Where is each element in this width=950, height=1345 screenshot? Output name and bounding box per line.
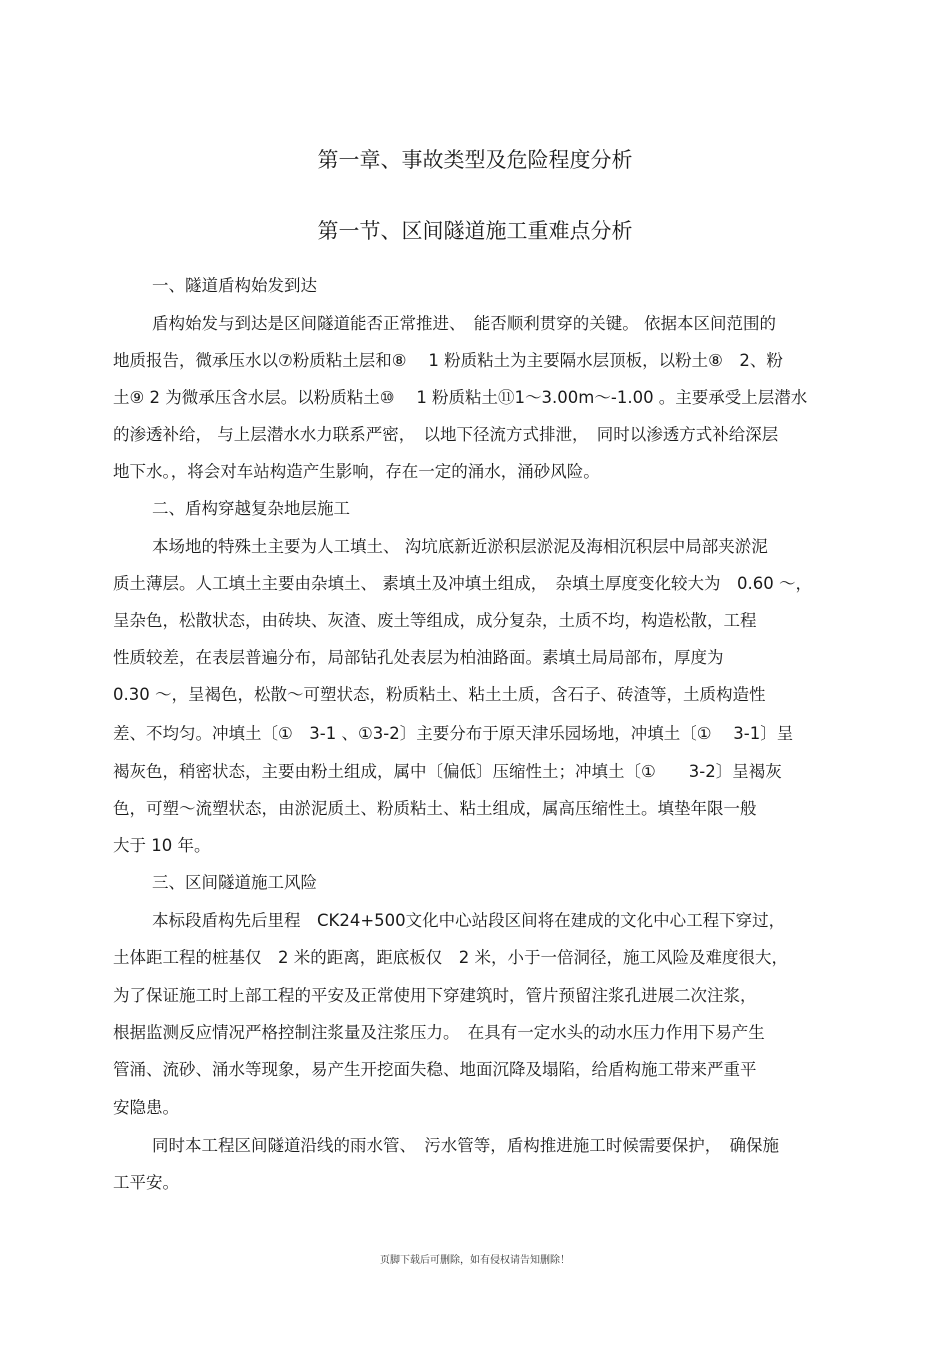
paragraph-line: 地下水。，将会对车站构造产生影响，存在一定的涌水，涌砂风险。 bbox=[113, 462, 600, 481]
paragraph-line: 地质报告，微承压水以⑦粉质粘土层和⑧ 1 粉质粘土为主要隔水层顶板，以粉土⑧ 2、粉 bbox=[113, 351, 783, 370]
page-footer: 页脚下载后可删除，如有侵权请告知删除！ bbox=[380, 1255, 570, 1266]
paragraph-line: 本标段盾构先后里程 CK24+500文化中心站段区间将在建成的文化中心工程下穿过， bbox=[152, 911, 786, 930]
chapter-title: 第一章、事故类型及危险程度分析 bbox=[317, 148, 633, 172]
paragraph-line: 0.30 ～，呈褐色，松散～可塑状态，粉质粘土、粘土土质，含石子、砖渣等，土质构造性 bbox=[113, 685, 766, 704]
paragraph-line: 呈杂色，松散状态，由砖块、灰渣、废土等组成，成分复杂，土质不均，构造松散，工程 bbox=[113, 611, 757, 630]
paragraph-line: 为了保证施工时上部工程的平安及正常使用下穿建筑时，管片预留注浆孔进展二次注浆， bbox=[113, 986, 757, 1005]
section-heading: 一、隧道盾构始发到达 bbox=[152, 276, 317, 295]
section-heading: 三、区间隧道施工风险 bbox=[152, 873, 317, 892]
section-title: 第一节、区间隧道施工重难点分析 bbox=[317, 219, 633, 243]
paragraph-line: 的渗透补给， 与上层潜水水力联系严密， 以地下径流方式排泄， 同时以渗透方式补给深层 bbox=[113, 425, 779, 444]
section-heading: 二、盾构穿越复杂地层施工 bbox=[152, 499, 350, 518]
paragraph-line: 色，可塑～流塑状态，由淤泥质土、粉质粘土、粘土组成，属高压缩性土。填垫年限一般 bbox=[113, 799, 757, 818]
paragraph-line: 质土薄层。人工填土主要由杂填土、 素填土及冲填土组成， 杂填土厚度变化较大为 0.60 ～， bbox=[113, 574, 812, 593]
paragraph-line: 性质较差，在表层普遍分布，局部钻孔处表层为柏油路面。素填土局局部布，厚度为 bbox=[113, 648, 724, 667]
paragraph-line: 土体距工程的桩基仅 2 米的距离，距底板仅 2 米，小于一倍洞径，施工风险及难度很大， bbox=[113, 948, 788, 967]
paragraph-line: 管涌、流砂、涌水等现象，易产生开挖面失稳、地面沉降及塌陷，给盾构施工带来严重平 bbox=[113, 1060, 757, 1079]
paragraph-line: 根据监测反应情况严格控制注浆量及注浆压力。 在具有一定水头的动水压力作用下易产生 bbox=[113, 1023, 765, 1042]
paragraph-line: 差、不均匀。冲填土〔① 3-1 、①3-2〕主要分布于原天津乐园场地，冲填土〔① 3-1〕呈 bbox=[113, 724, 794, 743]
paragraph-line: 同时本工程区间隧道沿线的雨水管、 污水管等，盾构推进施工时候需要保护， 确保施 bbox=[152, 1136, 779, 1155]
paragraph-line: 安隐患。 bbox=[113, 1098, 179, 1117]
paragraph-line: 大于 10 年。 bbox=[113, 836, 211, 855]
paragraph-line: 褐灰色，稍密状态，主要由粉土组成，属中〔偏低〕压缩性土；冲填土〔① 3-2〕呈褐灰 bbox=[113, 762, 782, 781]
paragraph-line: 工平安。 bbox=[113, 1173, 179, 1192]
paragraph-line: 本场地的特殊土主要为人工填土、 沟坑底新近淤积层淤泥及海相沉积层中局部夹淤泥 bbox=[152, 537, 768, 556]
paragraph-line: 土⑨ 2 为微承压含水层。以粉质粘土⑩ 1 粉质粘土⑪1～3.00m～-1.00 。主要承受上层潜水 bbox=[113, 388, 808, 407]
paragraph-line: 盾构始发与到达是区间隧道能否正常推进、 能否顺利贯穿的关键。 依据本区间范围的 bbox=[152, 314, 776, 333]
